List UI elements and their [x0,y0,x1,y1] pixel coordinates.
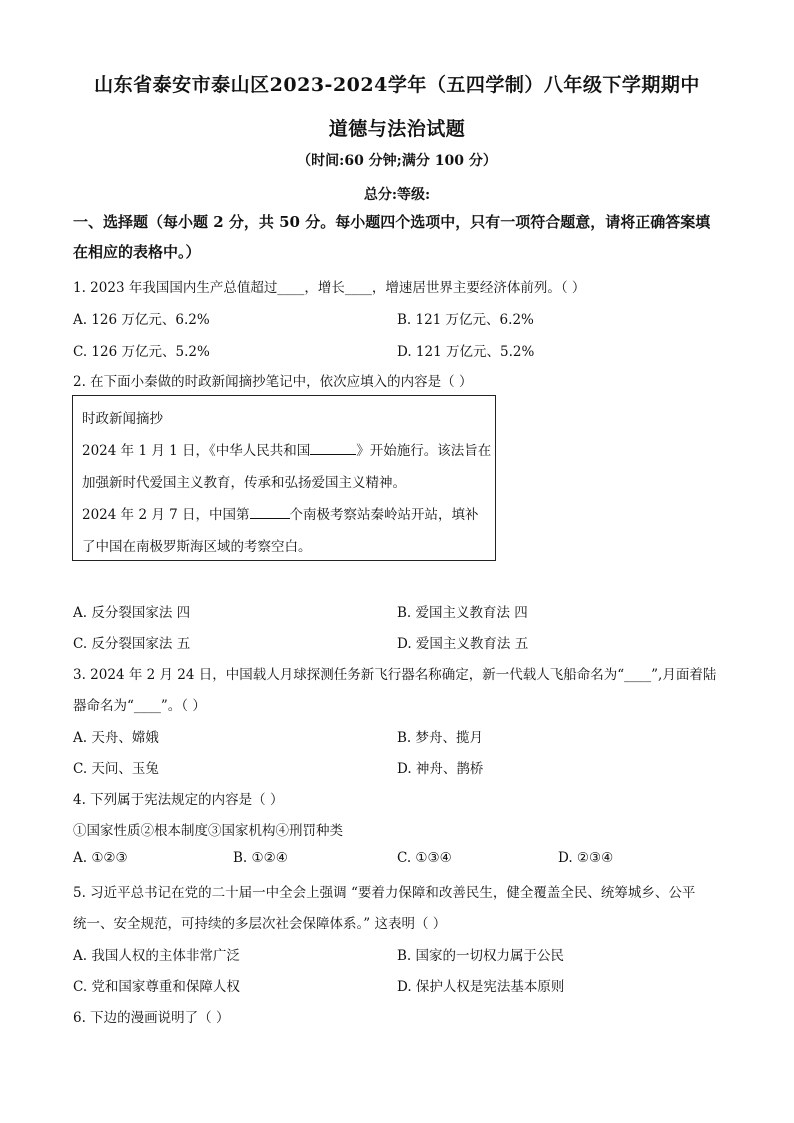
fill-blank [250,506,290,519]
question-2-option-c: C. 反分裂国家法 五 [73,636,191,652]
question-1-option-c: C. 126 万亿元、5.2% [73,344,210,360]
question-5-option-c: C. 党和国家尊重和保障人权 [73,979,240,995]
exam-title-line2: 道德与法治试题 [328,118,466,140]
news-excerpt-box [72,395,496,561]
question-5-option-d: D. 保护人权是宪法基本原则 [397,979,565,995]
news-box-line3-prefix: 2024 年 2 月 7 日，中国第 [82,507,250,523]
question-3-option-d: D. 神舟、鹊桥 [397,761,484,777]
question-4-items: ①国家性质②根本制度③国家机构④刑罚种类 [73,823,343,839]
question-4-option-c: C. ①③④ [397,850,452,866]
question-4-option-b: B. ①②④ [233,850,288,866]
question-2-option-b: B. 爱国主义教育法 四 [397,605,528,621]
question-1-option-d: D. 121 万亿元、5.2% [397,344,535,360]
news-box-line3 [82,503,479,523]
news-box-line1-prefix: 2024 年 1 月 1 日，《中华人民共和国 [82,443,311,459]
news-box-title: 时政新闻摘抄 [82,411,163,427]
question-3-stem-line1: 3. 2024 年 2 月 24 日，中国载人月球探测任务新飞行器名称确定，新一代载人飞船命名为“____”,月面着陆 [73,667,717,683]
news-box-line3-suffix: 个南极考察站秦岭站开站，填补 [289,507,479,523]
question-2-option-a: A. 反分裂国家法 四 [73,605,191,621]
question-1-option-a: A. 126 万亿元、6.2% [73,312,210,328]
question-4-stem: 4. 下列属于宪法规定的内容是（ ） [73,792,284,808]
news-box-line1 [82,439,491,459]
question-3-option-b: B. 梦舟、揽月 [397,730,484,746]
question-4-option-d: D. ②③④ [558,850,614,866]
question-5-stem-line2: 统一、安全规范，可持续的多层次社会保障体系。” 这表明（ ） [73,916,447,932]
score-line: 总分:等级: [363,187,431,203]
question-2-option-d: D. 爱国主义教育法 五 [397,636,529,652]
question-3-option-c: C. 天问、玉兔 [73,761,159,777]
question-4-option-a: A. ①②③ [73,850,128,866]
question-2-stem: 2. 在下面小秦做的时政新闻摘抄笔记中，依次应填入的内容是（ ） [73,374,473,390]
news-box-line1-suffix: 》开始施行。该法旨在 [356,443,492,459]
exam-title-line1: 山东省泰安市泰山区2023-2024学年（五四学制）八年级下学期期中 [94,74,700,96]
question-5-option-a: A. 我国人权的主体非常广泛 [73,948,240,964]
question-6-stem: 6. 下边的漫画说明了（ ） [73,1010,230,1026]
exam-info: （时间:60 分钟;满分 100 分） [297,153,497,169]
fill-blank [310,442,356,455]
question-5-stem-line1: 5. 习近平总书记在党的二十届一中全会上强调 “要着力保障和改善民生，健全覆盖全民、统筹城乡、公平 [73,885,696,901]
section-heading: 一、选择题（每小题 2 分，共 50 分。每小题四个选项中，只有一项符合题意，请将正确答案填在相应的表格中。） [73,213,711,261]
question-5-option-b: B. 国家的一切权力属于公民 [397,948,565,964]
question-1-stem: 1. 2023 年我国国内生产总值超过____，增长____，增速居世界主要经济体前列。（ ） [73,280,586,296]
question-1-option-b: B. 121 万亿元、6.2% [397,312,534,328]
question-3-option-a: A. 天舟、嫦娥 [73,730,159,746]
question-3-stem-line2: 器命名为“____”。（ ） [73,698,206,714]
news-box-line4: 了中国在南极罗斯海区域的考察空白。 [82,539,312,555]
news-box-line2: 加强新时代爱国主义教育，传承和弘扬爱国主义精神。 [82,475,406,491]
